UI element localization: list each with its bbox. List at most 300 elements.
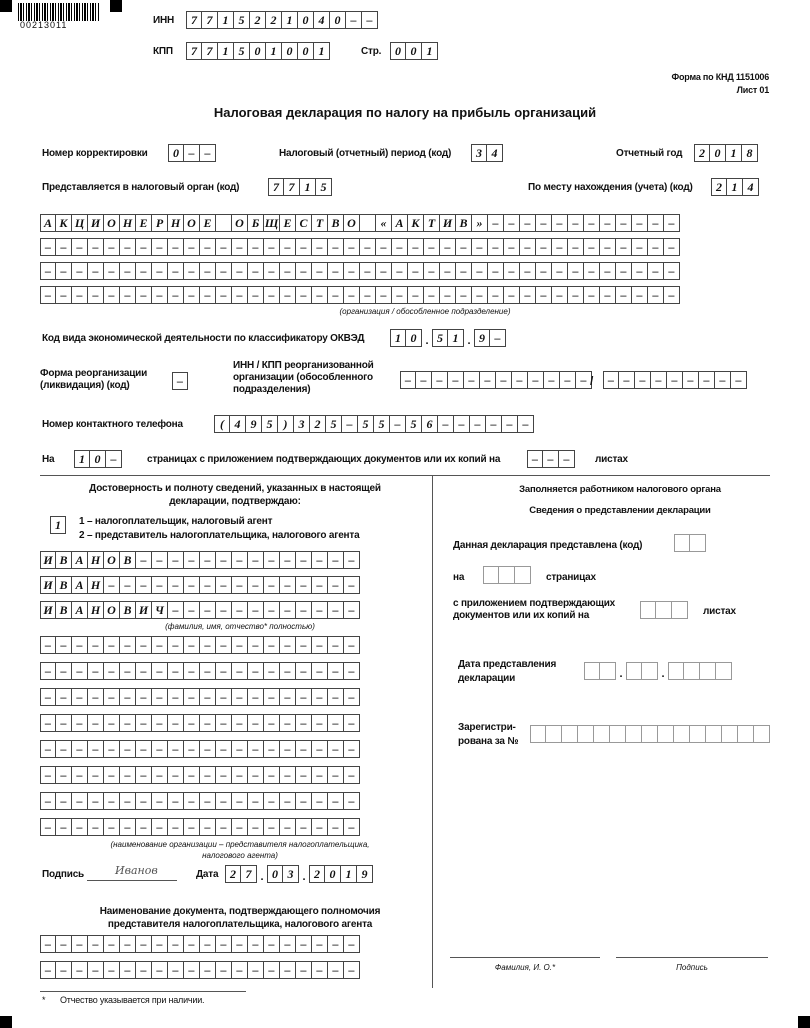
input-cell[interactable]: – <box>136 286 152 304</box>
phone-cells[interactable] <box>214 415 534 433</box>
input-cell[interactable]: – <box>232 740 248 758</box>
input-cell[interactable]: Б <box>248 214 264 232</box>
empty-input-cell[interactable] <box>600 662 616 680</box>
input-cell[interactable]: В <box>120 551 136 569</box>
submitted-code-cells[interactable] <box>674 534 706 552</box>
input-cell[interactable]: – <box>296 818 312 836</box>
input-cell[interactable]: – <box>344 576 360 594</box>
input-cell[interactable]: – <box>520 286 536 304</box>
input-cell[interactable]: – <box>560 371 576 389</box>
input-cell[interactable]: Р <box>152 214 168 232</box>
input-cell[interactable]: – <box>120 688 136 706</box>
input-cell[interactable]: – <box>200 601 216 619</box>
input-cell[interactable]: – <box>136 238 152 256</box>
input-cell[interactable]: 3 <box>283 865 299 883</box>
attach-cells[interactable] <box>527 450 575 468</box>
input-cell[interactable]: – <box>216 961 232 979</box>
input-cell[interactable]: – <box>344 262 360 280</box>
input-cell[interactable]: – <box>152 262 168 280</box>
input-cell[interactable]: – <box>552 238 568 256</box>
input-cell[interactable]: 2 <box>250 11 266 29</box>
input-cell[interactable]: К <box>408 214 424 232</box>
input-cell[interactable]: – <box>200 551 216 569</box>
input-cell[interactable]: – <box>56 935 72 953</box>
input-cell[interactable]: – <box>616 238 632 256</box>
page-cells[interactable] <box>390 42 438 60</box>
input-cell[interactable]: – <box>72 714 88 732</box>
input-cell[interactable]: – <box>152 792 168 810</box>
input-cell[interactable]: – <box>56 961 72 979</box>
org-name-row-1[interactable] <box>40 214 680 232</box>
input-cell[interactable]: – <box>328 286 344 304</box>
input-cell[interactable]: – <box>568 286 584 304</box>
input-cell[interactable]: – <box>120 576 136 594</box>
input-cell[interactable]: – <box>490 329 506 347</box>
input-cell[interactable]: – <box>216 935 232 953</box>
input-cell[interactable]: – <box>184 662 200 680</box>
input-cell[interactable]: В <box>328 214 344 232</box>
input-cell[interactable]: 0 <box>390 42 406 60</box>
input-cell[interactable]: – <box>520 262 536 280</box>
surname-cells[interactable] <box>40 551 360 569</box>
input-cell[interactable]: – <box>72 286 88 304</box>
input-cell[interactable]: Ц <box>72 214 88 232</box>
empty-input-cell[interactable] <box>658 725 674 743</box>
input-cell[interactable]: – <box>216 714 232 732</box>
input-cell[interactable]: – <box>520 214 536 232</box>
input-cell[interactable]: – <box>312 935 328 953</box>
input-cell[interactable]: – <box>527 450 543 468</box>
input-cell[interactable]: 1 <box>50 516 66 534</box>
input-cell[interactable]: – <box>296 792 312 810</box>
input-cell[interactable]: – <box>88 792 104 810</box>
input-cell[interactable]: – <box>328 818 344 836</box>
input-cell[interactable]: 4 <box>230 415 246 433</box>
input-cell[interactable]: – <box>72 740 88 758</box>
input-cell[interactable]: – <box>72 961 88 979</box>
input-cell[interactable]: – <box>248 286 264 304</box>
empty-input-cell[interactable] <box>684 662 700 680</box>
representative-row-4[interactable] <box>40 714 360 732</box>
input-cell[interactable]: – <box>168 818 184 836</box>
input-cell[interactable]: – <box>248 740 264 758</box>
input-cell[interactable]: – <box>232 238 248 256</box>
input-cell[interactable]: И <box>40 576 56 594</box>
input-cell[interactable]: – <box>360 238 376 256</box>
input-cell[interactable]: – <box>264 551 280 569</box>
input-cell[interactable]: – <box>200 961 216 979</box>
input-cell[interactable]: – <box>392 262 408 280</box>
input-cell[interactable]: – <box>136 818 152 836</box>
input-cell[interactable]: – <box>648 286 664 304</box>
input-cell[interactable]: – <box>312 740 328 758</box>
input-cell[interactable]: О <box>104 214 120 232</box>
input-cell[interactable]: – <box>216 740 232 758</box>
input-cell[interactable]: – <box>408 286 424 304</box>
input-cell[interactable]: – <box>72 662 88 680</box>
input-cell[interactable]: – <box>488 238 504 256</box>
input-cell[interactable]: – <box>216 662 232 680</box>
input-cell[interactable]: – <box>344 714 360 732</box>
input-cell[interactable]: – <box>312 714 328 732</box>
input-cell[interactable]: – <box>56 766 72 784</box>
input-cell[interactable]: – <box>104 636 120 654</box>
input-cell[interactable]: – <box>200 144 216 162</box>
input-cell[interactable]: – <box>312 576 328 594</box>
input-cell[interactable]: – <box>104 662 120 680</box>
input-cell[interactable]: – <box>168 740 184 758</box>
input-cell[interactable]: – <box>248 262 264 280</box>
input-cell[interactable]: 7 <box>268 178 284 196</box>
input-cell[interactable]: – <box>568 262 584 280</box>
input-cell[interactable]: – <box>280 576 296 594</box>
empty-input-cell[interactable] <box>642 725 658 743</box>
input-cell[interactable]: – <box>88 238 104 256</box>
input-cell[interactable]: 7 <box>202 42 218 60</box>
input-cell[interactable]: 0 <box>282 42 298 60</box>
input-cell[interactable]: 9 <box>246 415 262 433</box>
input-cell[interactable]: – <box>312 662 328 680</box>
input-cell[interactable]: – <box>328 262 344 280</box>
input-cell[interactable]: – <box>683 371 699 389</box>
empty-input-cell[interactable] <box>626 662 642 680</box>
input-cell[interactable]: 1 <box>726 144 742 162</box>
input-cell[interactable]: 5 <box>262 415 278 433</box>
input-cell[interactable]: В <box>56 576 72 594</box>
input-cell[interactable]: – <box>88 636 104 654</box>
input-cell[interactable]: – <box>104 740 120 758</box>
input-cell[interactable]: – <box>312 262 328 280</box>
input-cell[interactable]: – <box>392 286 408 304</box>
input-cell[interactable]: – <box>280 262 296 280</box>
input-cell[interactable]: – <box>200 662 216 680</box>
input-cell[interactable]: – <box>152 286 168 304</box>
input-cell[interactable]: – <box>502 415 518 433</box>
pages-cells[interactable] <box>74 450 122 468</box>
input-cell[interactable]: – <box>104 818 120 836</box>
input-cell[interactable]: – <box>632 238 648 256</box>
input-cell[interactable]: С <box>296 214 312 232</box>
input-cell[interactable]: – <box>104 792 120 810</box>
input-cell[interactable]: – <box>104 961 120 979</box>
input-cell[interactable]: – <box>88 766 104 784</box>
input-cell[interactable]: – <box>56 714 72 732</box>
input-cell[interactable]: – <box>328 740 344 758</box>
input-cell[interactable]: – <box>216 286 232 304</box>
input-cell[interactable]: – <box>88 262 104 280</box>
input-cell[interactable]: – <box>584 238 600 256</box>
input-cell[interactable]: 2 <box>711 178 727 196</box>
input-cell[interactable]: – <box>600 262 616 280</box>
input-cell[interactable]: – <box>56 662 72 680</box>
input-cell[interactable]: – <box>616 214 632 232</box>
period-cells[interactable] <box>471 144 503 162</box>
input-cell[interactable]: – <box>88 688 104 706</box>
input-cell[interactable]: – <box>552 286 568 304</box>
input-cell[interactable]: – <box>312 601 328 619</box>
input-cell[interactable]: – <box>346 11 362 29</box>
empty-input-cell[interactable] <box>672 601 688 619</box>
input-cell[interactable]: 1 <box>422 42 438 60</box>
input-cell[interactable]: – <box>488 286 504 304</box>
input-cell[interactable]: – <box>344 238 360 256</box>
empty-input-cell[interactable] <box>668 662 684 680</box>
input-cell[interactable]: – <box>280 688 296 706</box>
input-cell[interactable]: 5 <box>358 415 374 433</box>
input-cell[interactable]: 7 <box>202 11 218 29</box>
input-cell[interactable]: – <box>544 371 560 389</box>
empty-input-cell[interactable] <box>674 725 690 743</box>
empty-input-cell[interactable] <box>515 566 531 584</box>
input-cell[interactable]: – <box>472 262 488 280</box>
input-cell[interactable]: – <box>496 371 512 389</box>
input-cell[interactable]: – <box>168 792 184 810</box>
input-cell[interactable]: – <box>168 576 184 594</box>
input-cell[interactable]: – <box>664 238 680 256</box>
empty-input-cell[interactable] <box>690 534 706 552</box>
year-cells[interactable] <box>694 144 758 162</box>
input-cell[interactable]: – <box>432 371 448 389</box>
input-cell[interactable]: – <box>296 766 312 784</box>
input-cell[interactable]: – <box>120 714 136 732</box>
input-cell[interactable]: – <box>376 238 392 256</box>
input-cell[interactable]: – <box>264 576 280 594</box>
input-cell[interactable]: – <box>168 601 184 619</box>
input-cell[interactable]: – <box>40 636 56 654</box>
input-cell[interactable]: – <box>136 636 152 654</box>
input-cell[interactable]: – <box>120 238 136 256</box>
input-cell[interactable]: – <box>264 286 280 304</box>
input-cell[interactable]: – <box>40 286 56 304</box>
input-cell[interactable]: 5 <box>406 415 422 433</box>
input-cell[interactable]: 3 <box>294 415 310 433</box>
empty-input-cell[interactable] <box>754 725 770 743</box>
input-cell[interactable]: А <box>72 551 88 569</box>
input-cell[interactable]: – <box>360 262 376 280</box>
input-cell[interactable]: Е <box>200 214 216 232</box>
input-cell[interactable]: Т <box>424 214 440 232</box>
input-cell[interactable]: – <box>120 286 136 304</box>
representative-row-8[interactable] <box>40 818 360 836</box>
location-cells[interactable] <box>711 178 759 196</box>
input-cell[interactable]: – <box>40 740 56 758</box>
okved-cells[interactable]: 1 0 . 5 1 . 9 – <box>390 329 506 347</box>
input-cell[interactable]: – <box>648 238 664 256</box>
input-cell[interactable]: – <box>408 262 424 280</box>
input-cell[interactable]: – <box>456 286 472 304</box>
input-cell[interactable]: 1 <box>341 865 357 883</box>
input-cell[interactable]: – <box>632 286 648 304</box>
input-cell[interactable]: – <box>344 688 360 706</box>
input-cell[interactable]: 0 <box>406 42 422 60</box>
input-cell[interactable]: – <box>184 238 200 256</box>
input-cell[interactable]: О <box>232 214 248 232</box>
input-cell[interactable]: – <box>264 766 280 784</box>
input-cell[interactable]: О <box>344 214 360 232</box>
reorg-kpp-cells[interactable] <box>603 371 747 389</box>
input-cell[interactable]: – <box>328 601 344 619</box>
input-cell[interactable]: – <box>56 818 72 836</box>
input-cell[interactable]: – <box>200 818 216 836</box>
input-cell[interactable]: – <box>470 415 486 433</box>
input-cell[interactable]: – <box>264 688 280 706</box>
input-cell[interactable]: – <box>280 766 296 784</box>
input-cell[interactable]: – <box>360 286 376 304</box>
input-cell[interactable]: – <box>296 601 312 619</box>
input-cell[interactable]: О <box>184 214 200 232</box>
input-cell[interactable]: – <box>184 766 200 784</box>
input-cell[interactable]: – <box>88 818 104 836</box>
input-cell[interactable]: – <box>472 286 488 304</box>
input-cell[interactable]: – <box>280 818 296 836</box>
input-cell[interactable]: – <box>168 766 184 784</box>
input-cell[interactable]: – <box>248 636 264 654</box>
input-cell[interactable]: – <box>568 238 584 256</box>
input-cell[interactable]: – <box>104 766 120 784</box>
input-cell[interactable]: – <box>88 961 104 979</box>
input-cell[interactable]: – <box>152 688 168 706</box>
input-cell[interactable]: 1 <box>218 42 234 60</box>
empty-input-cell[interactable] <box>690 725 706 743</box>
input-cell[interactable]: – <box>328 935 344 953</box>
input-cell[interactable]: – <box>136 551 152 569</box>
input-cell[interactable]: – <box>104 714 120 732</box>
input-cell[interactable]: – <box>296 688 312 706</box>
input-cell[interactable]: – <box>152 238 168 256</box>
input-cell[interactable]: – <box>136 714 152 732</box>
input-cell[interactable]: – <box>200 688 216 706</box>
input-cell[interactable]: – <box>344 935 360 953</box>
input-cell[interactable]: – <box>152 818 168 836</box>
input-cell[interactable]: А <box>392 214 408 232</box>
input-cell[interactable]: – <box>200 792 216 810</box>
input-cell[interactable]: – <box>424 286 440 304</box>
input-cell[interactable]: – <box>312 238 328 256</box>
input-cell[interactable]: О <box>104 551 120 569</box>
input-cell[interactable]: – <box>312 818 328 836</box>
input-cell[interactable]: Н <box>120 214 136 232</box>
input-cell[interactable]: Т <box>312 214 328 232</box>
input-cell[interactable]: 1 <box>390 329 406 347</box>
input-cell[interactable]: 0 <box>406 329 422 347</box>
input-cell[interactable]: 5 <box>326 415 342 433</box>
input-cell[interactable]: – <box>264 662 280 680</box>
input-cell[interactable]: И <box>136 601 152 619</box>
input-cell[interactable]: – <box>376 286 392 304</box>
input-cell[interactable]: – <box>232 792 248 810</box>
input-cell[interactable]: – <box>152 935 168 953</box>
input-cell[interactable]: – <box>635 371 651 389</box>
input-cell[interactable]: 5 <box>432 329 448 347</box>
input-cell[interactable]: – <box>536 214 552 232</box>
input-cell[interactable]: – <box>342 415 358 433</box>
correction-cells[interactable] <box>168 144 216 162</box>
org-name-row-3[interactable] <box>40 262 680 280</box>
input-cell[interactable]: 5 <box>316 178 332 196</box>
input-cell[interactable]: – <box>88 740 104 758</box>
input-cell[interactable]: – <box>200 262 216 280</box>
input-cell[interactable]: – <box>120 262 136 280</box>
input-cell[interactable]: – <box>216 576 232 594</box>
input-cell[interactable]: – <box>40 688 56 706</box>
input-cell[interactable]: – <box>280 935 296 953</box>
inn-cells[interactable] <box>186 11 378 29</box>
input-cell[interactable]: – <box>216 262 232 280</box>
input-cell[interactable]: ( <box>214 415 230 433</box>
input-cell[interactable]: – <box>200 766 216 784</box>
input-cell[interactable]: – <box>536 286 552 304</box>
input-cell[interactable]: – <box>232 601 248 619</box>
input-cell[interactable]: – <box>216 792 232 810</box>
input-cell[interactable]: – <box>344 961 360 979</box>
representative-row-3[interactable] <box>40 688 360 706</box>
input-cell[interactable]: – <box>168 286 184 304</box>
patronymic-cells[interactable] <box>40 601 360 619</box>
input-cell[interactable]: – <box>232 551 248 569</box>
input-cell[interactable]: – <box>392 238 408 256</box>
input-cell[interactable]: – <box>184 551 200 569</box>
input-cell[interactable]: – <box>136 961 152 979</box>
input-cell[interactable]: Ч <box>152 601 168 619</box>
input-cell[interactable]: – <box>438 415 454 433</box>
empty-input-cell[interactable] <box>546 725 562 743</box>
input-cell[interactable]: – <box>216 636 232 654</box>
empty-input-cell[interactable] <box>530 725 546 743</box>
input-cell[interactable]: – <box>168 688 184 706</box>
empty-input-cell[interactable] <box>578 725 594 743</box>
input-cell[interactable]: – <box>172 372 188 390</box>
input-cell[interactable]: – <box>264 818 280 836</box>
input-cell[interactable]: 0 <box>325 865 341 883</box>
input-cell[interactable]: – <box>520 238 536 256</box>
input-cell[interactable]: – <box>136 935 152 953</box>
input-cell[interactable]: – <box>552 214 568 232</box>
input-cell[interactable]: – <box>328 551 344 569</box>
input-cell[interactable]: – <box>600 238 616 256</box>
input-cell[interactable]: – <box>312 766 328 784</box>
input-cell[interactable]: – <box>296 551 312 569</box>
input-cell[interactable]: 6 <box>422 415 438 433</box>
input-cell[interactable]: – <box>632 262 648 280</box>
input-cell[interactable]: – <box>56 688 72 706</box>
input-cell[interactable]: – <box>312 636 328 654</box>
input-cell[interactable]: – <box>312 792 328 810</box>
input-cell[interactable]: – <box>136 766 152 784</box>
input-cell[interactable]: – <box>184 601 200 619</box>
input-cell[interactable]: – <box>56 286 72 304</box>
input-cell[interactable]: 4 <box>314 11 330 29</box>
input-cell[interactable]: 7 <box>241 865 257 883</box>
input-cell[interactable]: – <box>184 935 200 953</box>
input-cell[interactable]: – <box>248 714 264 732</box>
input-cell[interactable]: – <box>504 262 520 280</box>
empty-input-cell[interactable] <box>594 725 610 743</box>
input-cell[interactable]: В <box>456 214 472 232</box>
input-cell[interactable]: – <box>328 688 344 706</box>
input-cell[interactable]: ) <box>278 415 294 433</box>
input-cell[interactable]: – <box>280 792 296 810</box>
empty-input-cell[interactable] <box>610 725 626 743</box>
input-cell[interactable]: – <box>232 688 248 706</box>
empty-input-cell[interactable] <box>738 725 754 743</box>
input-cell[interactable]: – <box>88 662 104 680</box>
input-cell[interactable]: – <box>664 262 680 280</box>
input-cell[interactable]: И <box>40 601 56 619</box>
input-cell[interactable]: 0 <box>250 42 266 60</box>
input-cell[interactable]: – <box>120 792 136 810</box>
input-cell[interactable]: – <box>488 214 504 232</box>
signer-type-cells[interactable] <box>50 516 66 534</box>
